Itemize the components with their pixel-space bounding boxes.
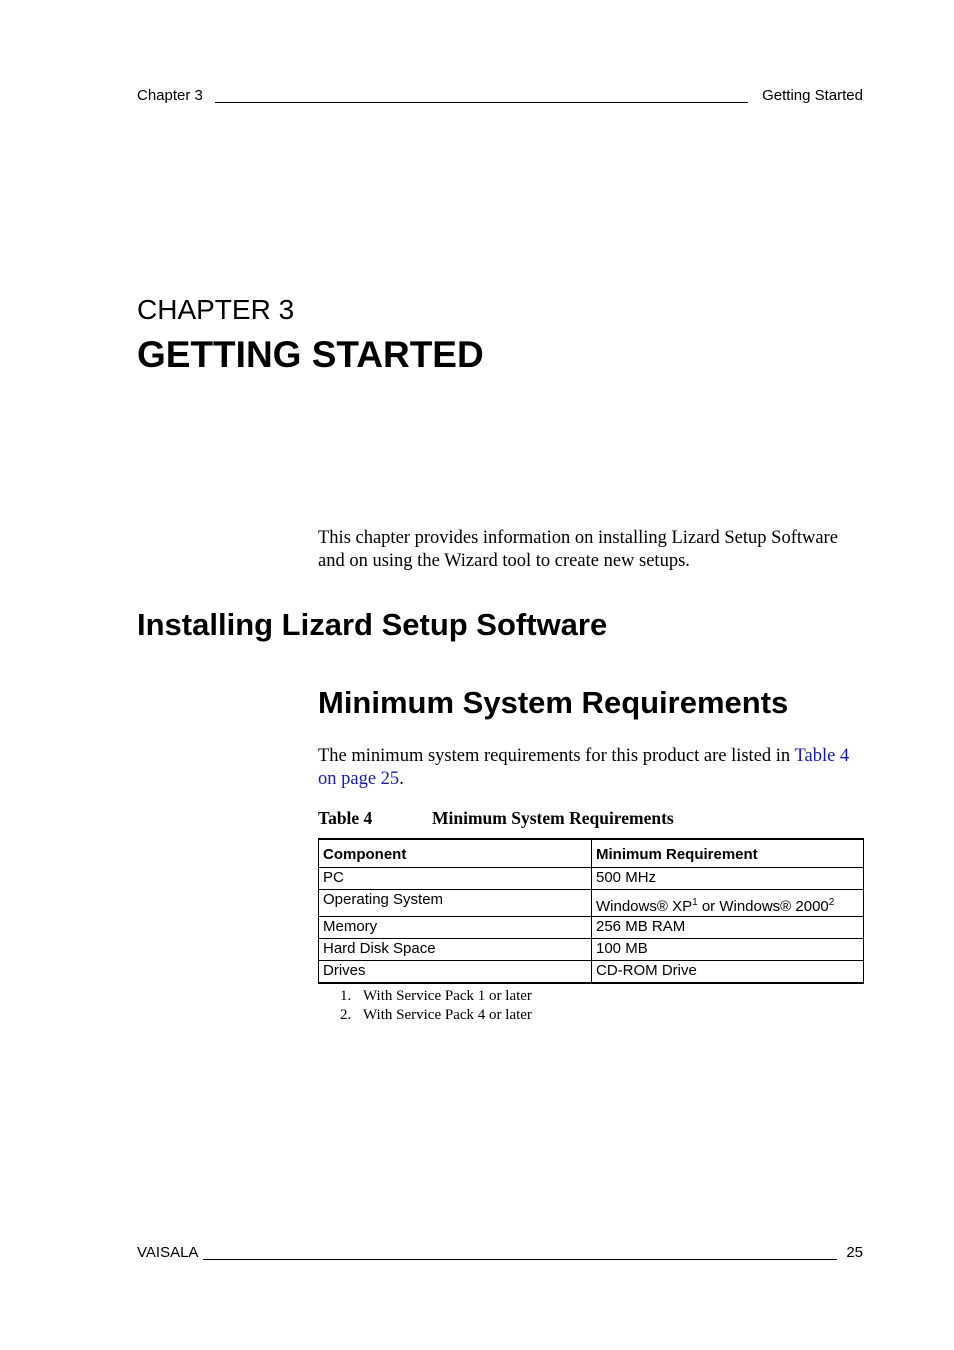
header-title: Getting Started xyxy=(762,87,863,104)
table-caption xyxy=(318,807,674,829)
table-cell: Memory xyxy=(319,917,592,939)
table-row xyxy=(319,939,864,961)
table-caption-title: Minimum System Requirements xyxy=(432,808,674,828)
table-cell: Drives xyxy=(319,961,592,984)
footnote-text: With Service Pack 1 or later xyxy=(363,988,532,1004)
table-cell xyxy=(592,890,864,917)
header-rule xyxy=(215,102,748,103)
table-row xyxy=(319,868,864,890)
table-caption-number: Table 4 xyxy=(318,808,373,828)
table-cell: Hard Disk Space xyxy=(319,939,592,961)
intro-paragraph: This chapter provides information on installing Lizard Setup Software and on using the Wizard tool to create new setups. xyxy=(318,528,838,571)
table-cell: 100 MB xyxy=(592,939,864,961)
subsection-heading: Minimum System Requirements xyxy=(318,685,789,720)
footnote-number: 1. xyxy=(340,988,352,1004)
column-header-requirement: Minimum Requirement xyxy=(592,839,864,868)
header-chapter: Chapter 3 xyxy=(137,87,203,104)
table-header-row xyxy=(319,839,864,868)
footer-rule xyxy=(203,1259,837,1260)
table-reference-link[interactable]: Table 4 on page 25 xyxy=(318,746,850,789)
footnote-text: With Service Pack 4 or later xyxy=(363,1007,532,1023)
table-cell: PC xyxy=(319,868,592,890)
table-cell: 256 MB RAM xyxy=(592,917,864,939)
footnote-item xyxy=(340,987,532,1006)
page-number: 25 xyxy=(846,1244,863,1261)
footnote-number: 2. xyxy=(340,1007,352,1023)
os-2000: or Windows® 2000 xyxy=(697,898,829,915)
footnote-item xyxy=(340,1006,532,1025)
section-heading: Installing Lizard Setup Software xyxy=(137,607,608,642)
footer-company: VAISALA xyxy=(137,1244,199,1261)
requirements-paragraph xyxy=(318,745,866,791)
table-footnotes xyxy=(340,987,532,1025)
requirements-text-end: . xyxy=(399,769,404,789)
requirements-text: The minimum system requirements for this product are listed in xyxy=(318,746,795,766)
table-cell: CD-ROM Drive xyxy=(592,961,864,984)
table-row xyxy=(319,890,864,917)
table-cell: Operating System xyxy=(319,890,592,917)
os-xp: Windows® XP xyxy=(596,898,693,915)
page-footer xyxy=(137,1243,863,1265)
footnote-ref-2: 2 xyxy=(828,897,835,908)
chapter-label: CHAPTER 3 xyxy=(137,294,295,325)
chapter-title: GETTING STARTED xyxy=(137,334,484,375)
footnote-ref-1: 1 xyxy=(692,897,698,908)
table-row xyxy=(319,961,864,984)
table-cell: 500 MHz xyxy=(592,868,864,890)
table-row xyxy=(319,917,864,939)
column-header-component: Component xyxy=(319,839,592,868)
page-header xyxy=(137,86,863,108)
requirements-table xyxy=(318,838,864,984)
